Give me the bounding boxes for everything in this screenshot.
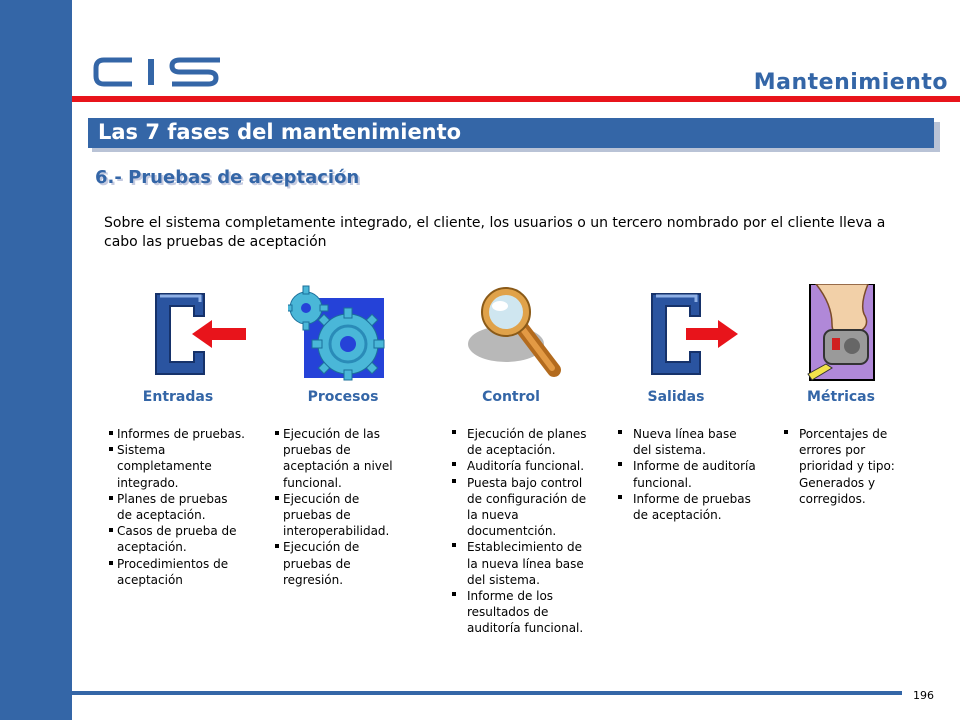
- list-item-text: Auditoría funcional.: [467, 459, 585, 474]
- label-procesos: Procesos: [307, 389, 379, 405]
- document-out-arrow-icon: [648, 284, 758, 384]
- list-item: [109, 523, 245, 555]
- bullet-icon: [784, 430, 788, 434]
- list-item: [617, 458, 757, 490]
- label-salidas: Salidas: [647, 389, 705, 405]
- list-item: [451, 475, 591, 540]
- label-metricas: Métricas: [807, 389, 875, 405]
- list-item: [109, 426, 245, 442]
- bullet-icon: [452, 543, 456, 547]
- list-item-text: Establecimiento de la nueva línea base del sistema.: [467, 540, 584, 587]
- list-item-text: Procedimientos de aceptación: [117, 556, 229, 587]
- list-item-text: Ejecución de planes de aceptación.: [467, 427, 587, 458]
- list-item-text: Informe de pruebas de aceptación.: [633, 491, 751, 523]
- list-item-text: Sistema completamente integrado.: [117, 443, 212, 490]
- bullet-icon: [452, 462, 456, 466]
- footer-divider: [72, 691, 902, 695]
- list-item: [275, 491, 409, 540]
- label-entradas: Entradas: [142, 389, 214, 405]
- bullet-icon: [109, 561, 113, 565]
- section-title: Mantenimiento: [753, 70, 948, 95]
- list-item: [451, 539, 591, 588]
- list-item: [109, 556, 245, 588]
- bullet-icon: [275, 431, 279, 435]
- bullet-icon: [275, 496, 279, 500]
- list-item: [617, 491, 757, 523]
- list-item-text: Ejecución de las pruebas de aceptación a nivel funcional.: [283, 427, 393, 490]
- list-metricas: [783, 426, 917, 507]
- intro-text: Sobre el sistema completamente integrado, el cliente, los usuarios o un tercero nombrado por el cliente lleva a cabo las pruebas de aceptación: [104, 215, 886, 250]
- magnifying-glass-icon: [462, 284, 572, 384]
- list-item: [617, 426, 757, 458]
- list-item-text: Planes de pruebas de aceptación.: [117, 491, 228, 523]
- measuring-tape-icon: [802, 284, 912, 384]
- list-item: [451, 426, 591, 458]
- bullet-icon: [618, 430, 622, 434]
- list-item-text: Informe de los resultados de auditoría funcional.: [467, 589, 584, 636]
- bullet-icon: [109, 431, 113, 435]
- list-item-text: Puesta bajo control de configuración de la nueva documentción.: [467, 475, 587, 539]
- bullet-icon: [618, 462, 622, 466]
- list-item-text: Casos de prueba de aceptación.: [117, 524, 237, 555]
- subheading: 6.- Pruebas de aceptación: [95, 167, 360, 188]
- list-item: [109, 491, 245, 523]
- list-item-text: Nueva línea base del sistema.: [633, 427, 737, 458]
- list-item: [275, 539, 409, 588]
- list-item: [783, 426, 917, 507]
- document-in-arrow-icon: [148, 284, 258, 384]
- bullet-icon: [275, 544, 279, 548]
- list-item-text: Porcentajes de errores por prioridad y tipo: Generados y corregidos.: [799, 427, 895, 506]
- bullet-icon: [452, 592, 456, 596]
- bullet-icon: [109, 528, 113, 532]
- cis-logo: [92, 52, 228, 92]
- list-item-text: Informes de pruebas.: [117, 427, 245, 441]
- page-number: 196: [913, 689, 934, 702]
- header-divider: [72, 96, 960, 102]
- list-item-text: Ejecución de pruebas de interoperabilidad.: [283, 491, 390, 539]
- list-item: [451, 588, 591, 637]
- gears-icon: [288, 284, 398, 384]
- list-salidas: [617, 426, 757, 523]
- bullet-icon: [452, 430, 456, 434]
- bullet-icon: [452, 479, 456, 483]
- label-control: Control: [482, 389, 540, 405]
- bullet-icon: [618, 495, 622, 499]
- list-procesos: [275, 426, 409, 588]
- list-control: [451, 426, 591, 637]
- list-item: [109, 442, 245, 491]
- list-item: [451, 458, 591, 474]
- list-entradas: [109, 426, 245, 588]
- left-accent-bar: [0, 0, 72, 720]
- list-item-text: Informe de auditoría funcional.: [633, 459, 756, 490]
- bullet-icon: [109, 496, 113, 500]
- banner-title: Las 7 fases del mantenimiento: [98, 120, 462, 144]
- bullet-icon: [109, 447, 113, 451]
- list-item-text: Ejecución de pruebas de regresión.: [283, 540, 360, 587]
- list-item: [275, 426, 409, 491]
- title-banner: [88, 118, 934, 148]
